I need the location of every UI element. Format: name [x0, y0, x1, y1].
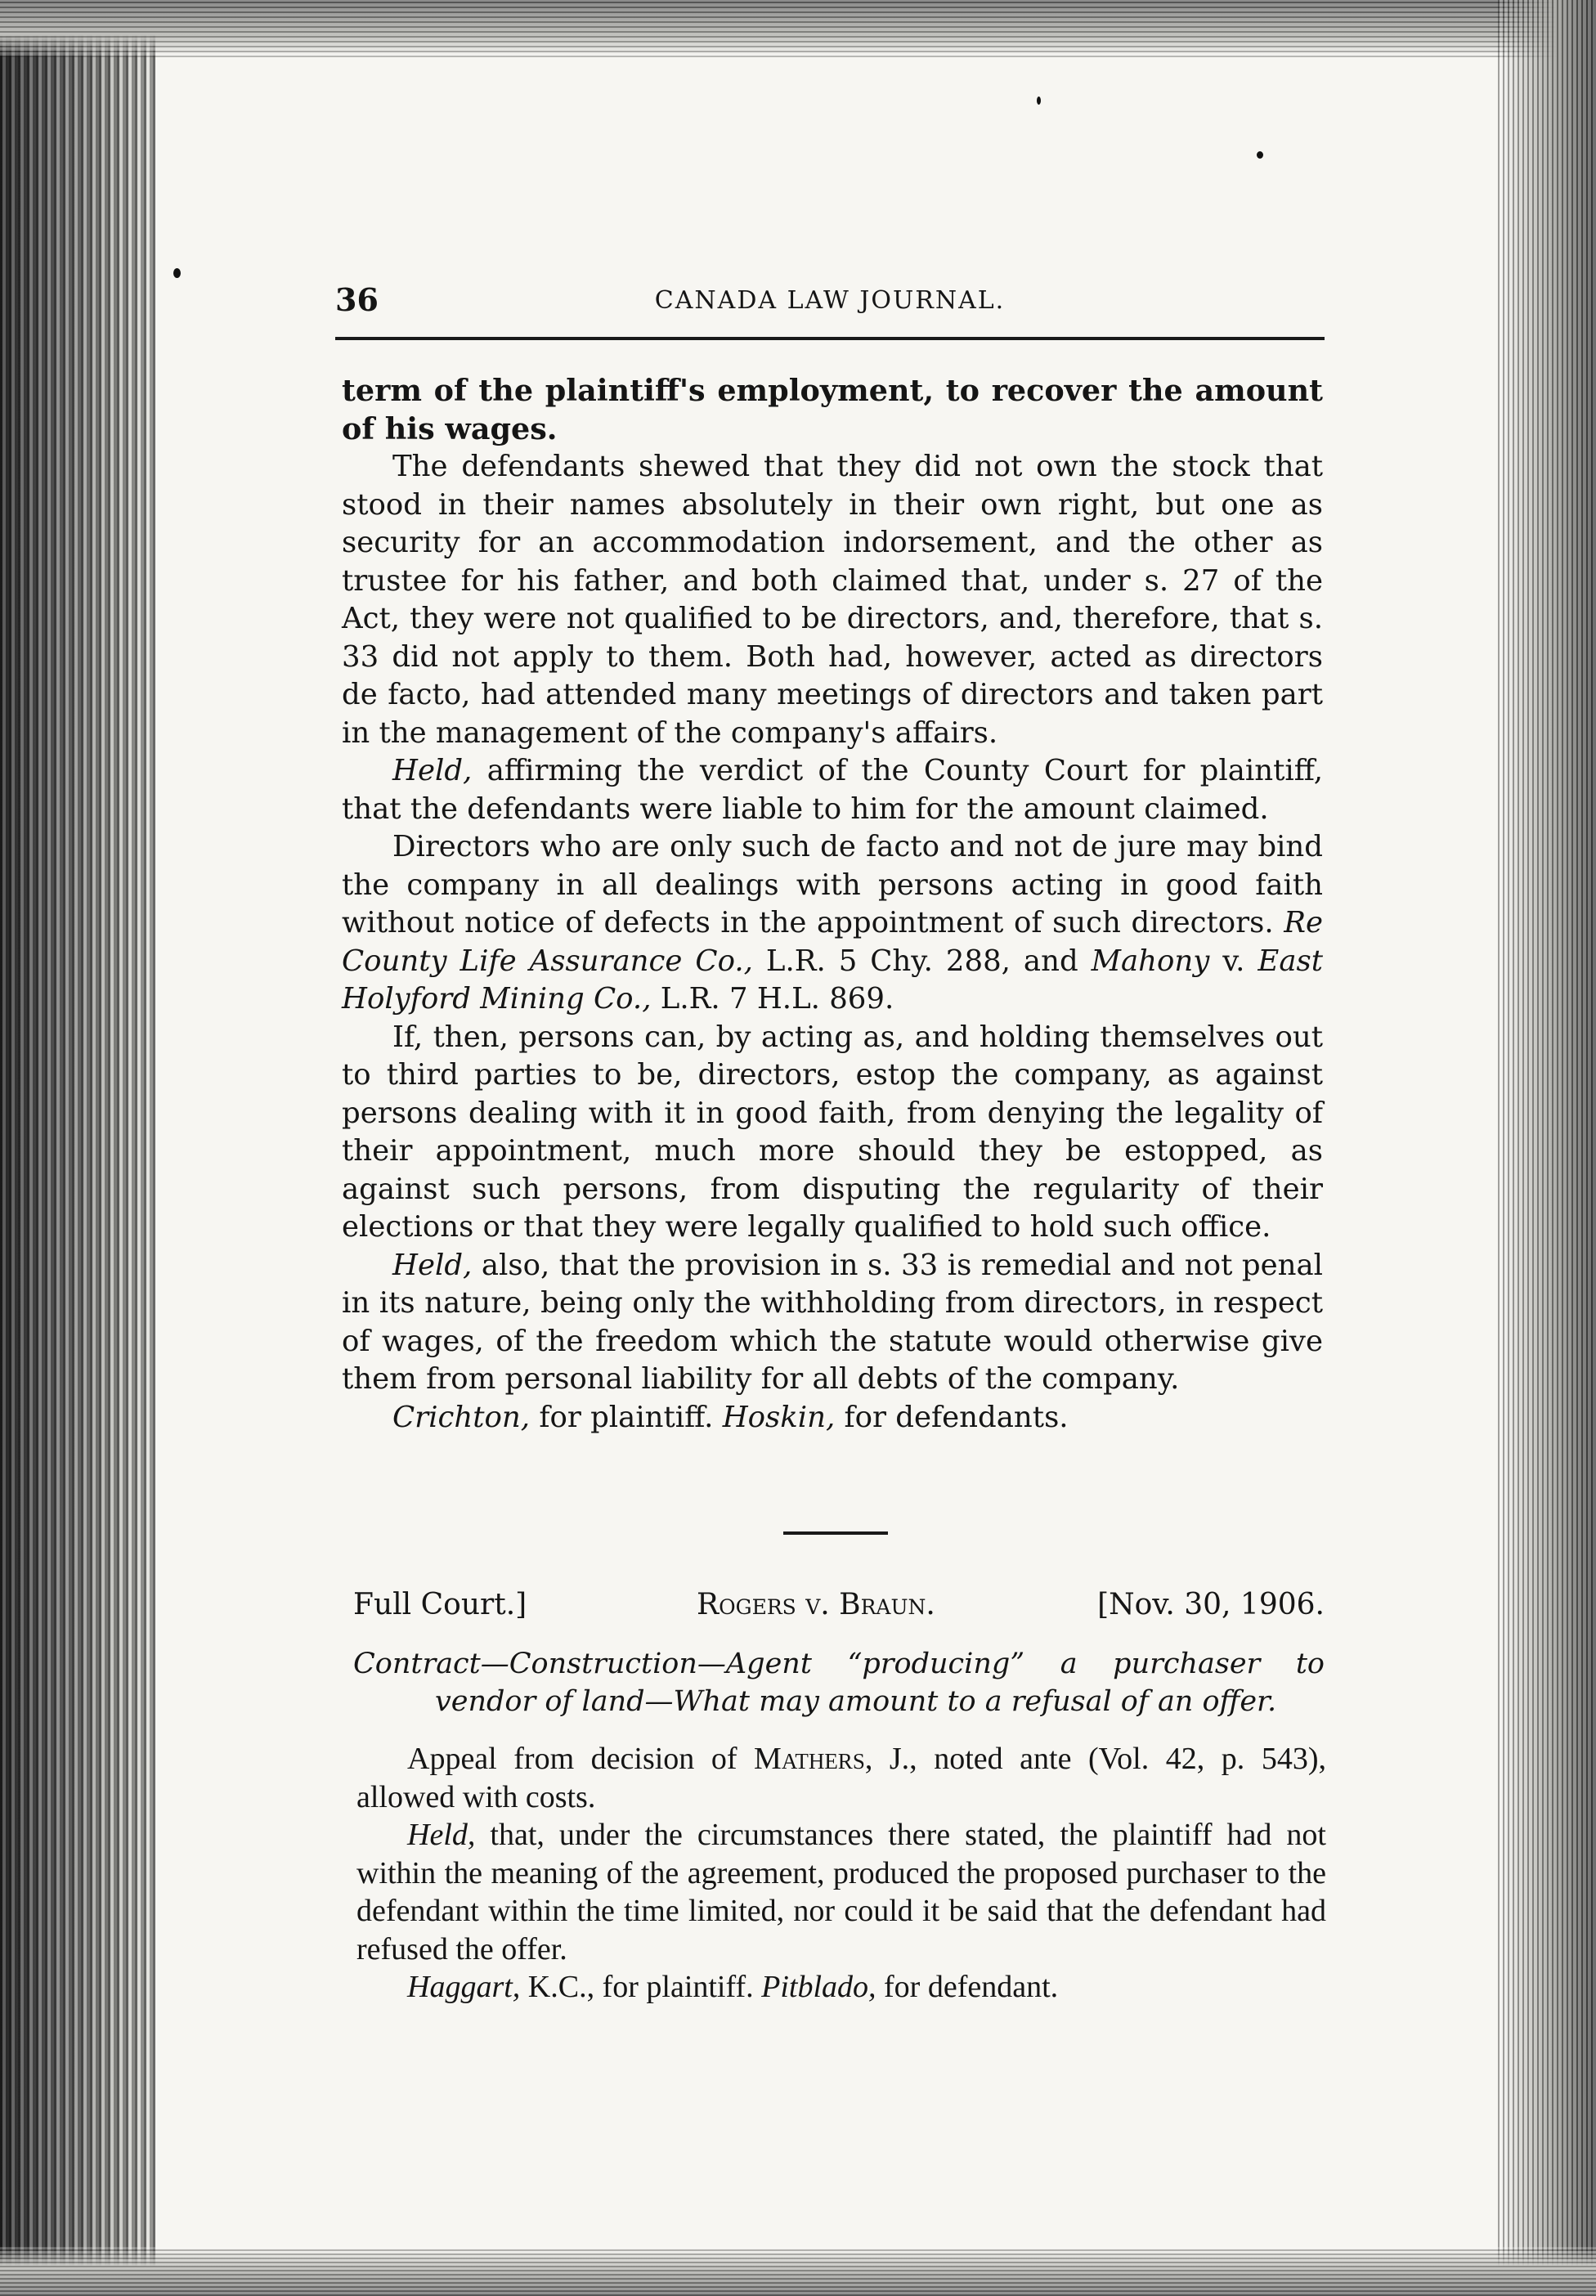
court-name: Full Court.] [353, 1588, 527, 1621]
paragraph-text: Directors who are only such de facto and not de jure may bind the company in all dealings with persons acting in good faith without notice of defects in the appointment of such directors. [342, 830, 1323, 939]
scan-speck [1037, 96, 1041, 105]
header-rule [335, 337, 1325, 340]
headnote-line: vendor of land—What may amount to a refusal of an offer. [435, 1685, 1277, 1718]
scan-speck [173, 268, 181, 278]
paragraph-text: also, that the provision in s. 33 is remedial and not penal in its nature, being only the withholding from directors, in respect of wages, of the freedom which the statute would otherwise give them from personal liability for all debts of the company. [342, 1248, 1323, 1396]
counsel-name: Hoskin, [722, 1400, 836, 1434]
counsel-name: Haggart, [407, 1970, 521, 2004]
paragraph-text: L.R. 7 H.L. 869. [651, 982, 894, 1016]
paragraph [342, 828, 1323, 1019]
case-date: [Nov. 30, 1906. [1097, 1588, 1325, 1621]
paragraph [342, 448, 1323, 752]
paragraph-text: v. [1209, 944, 1258, 978]
running-header [335, 278, 1325, 319]
case-1-body [342, 372, 1323, 1437]
held-label: Held, [392, 1248, 473, 1282]
paragraph: If, then, persons can, by acting as, and holding themselves out to third parties to be, directors, estop the company, as against persons dealing with it in good faith, from denying the legality of their appointment, much more should they be estopped, as against such persons, from disputing the regularity of their elections or that they were legally qualified to hold such office. [342, 1020, 1323, 1244]
section-divider [783, 1531, 888, 1535]
paragraph-text: that, under the circumstances there stated, the plaintiff had not within the meaning of the agreement, produced the proposed purchaser to the defendant within the time limited, nor could it be said that the defendant had refused the offer. [356, 1818, 1326, 1966]
scan-speck [1257, 151, 1263, 159]
counsel-text: K.C., for plaintiff. [520, 1970, 762, 2004]
binding-edge-left [0, 0, 155, 2296]
paragraph [342, 752, 1323, 828]
paragraph [342, 1247, 1323, 1399]
binding-edge-right [1498, 0, 1596, 2296]
held-label: Held, [407, 1818, 476, 1852]
paragraph-text: affirming the verdict of the County Court for plaintiff, that the defendants were liable to him for the amount claimed. [342, 754, 1323, 826]
paragraph [356, 1740, 1326, 1816]
binding-edge-top [0, 0, 1596, 57]
journal-title: CANADA LAW JOURNAL. [654, 286, 1006, 315]
counsel-line [342, 1399, 1323, 1437]
case-citation: Re County Life Assurance Co., [342, 906, 1323, 978]
binding-edge-bottom [0, 2247, 1596, 2296]
paragraph-text: , J., noted ante (Vol. 42, p. 543), allowed with costs. [356, 1742, 1326, 1814]
held-label: Held, [392, 754, 473, 787]
headnote-line: Contract—Construction—Agent “producing” a purchaser to [353, 1648, 1325, 1680]
paragraph-text: L.R. 5 Chy. 288, and [752, 944, 1092, 978]
case-citation: Mahony [1091, 944, 1210, 978]
judge-name: Mathers [754, 1742, 865, 1776]
counsel-text: for defendant. [876, 1970, 1059, 2004]
counsel-text: for defendants. [835, 1400, 1069, 1434]
paragraph [356, 1816, 1326, 1968]
case-2-header [353, 1588, 1325, 1629]
paragraph: term of the plaintiff's employment, to recover the amount of his wages. [342, 373, 1323, 446]
paragraph-text: The defendants shewed that they did not own the stock that stood in their names absolutely in their own right, but one as security for an accommodation indorsement, and the other as trustee for his father, and both claimed that, under s. 27 of the Act, they were not qualified to be directors, and, therefore, that s. 33 did not apply to them. Both had, however, acted as directors de facto, had attended many meetings of directors and taken part in the management of the company's affairs. [342, 450, 1323, 750]
page-number: 36 [335, 281, 379, 318]
case-citation: East Holyford Mining Co., [342, 944, 1323, 1016]
counsel-text: for plaintiff. [530, 1400, 723, 1434]
counsel-line [356, 1968, 1326, 2007]
paragraph-text: Appeal from decision of [407, 1742, 755, 1776]
counsel-name: Pitblado, [761, 1970, 876, 2004]
counsel-name: Crichton, [392, 1400, 531, 1434]
case-2-body [356, 1740, 1326, 2007]
case-2-headnote [353, 1645, 1325, 1720]
case-title: Rogers v. Braun. [697, 1588, 935, 1621]
